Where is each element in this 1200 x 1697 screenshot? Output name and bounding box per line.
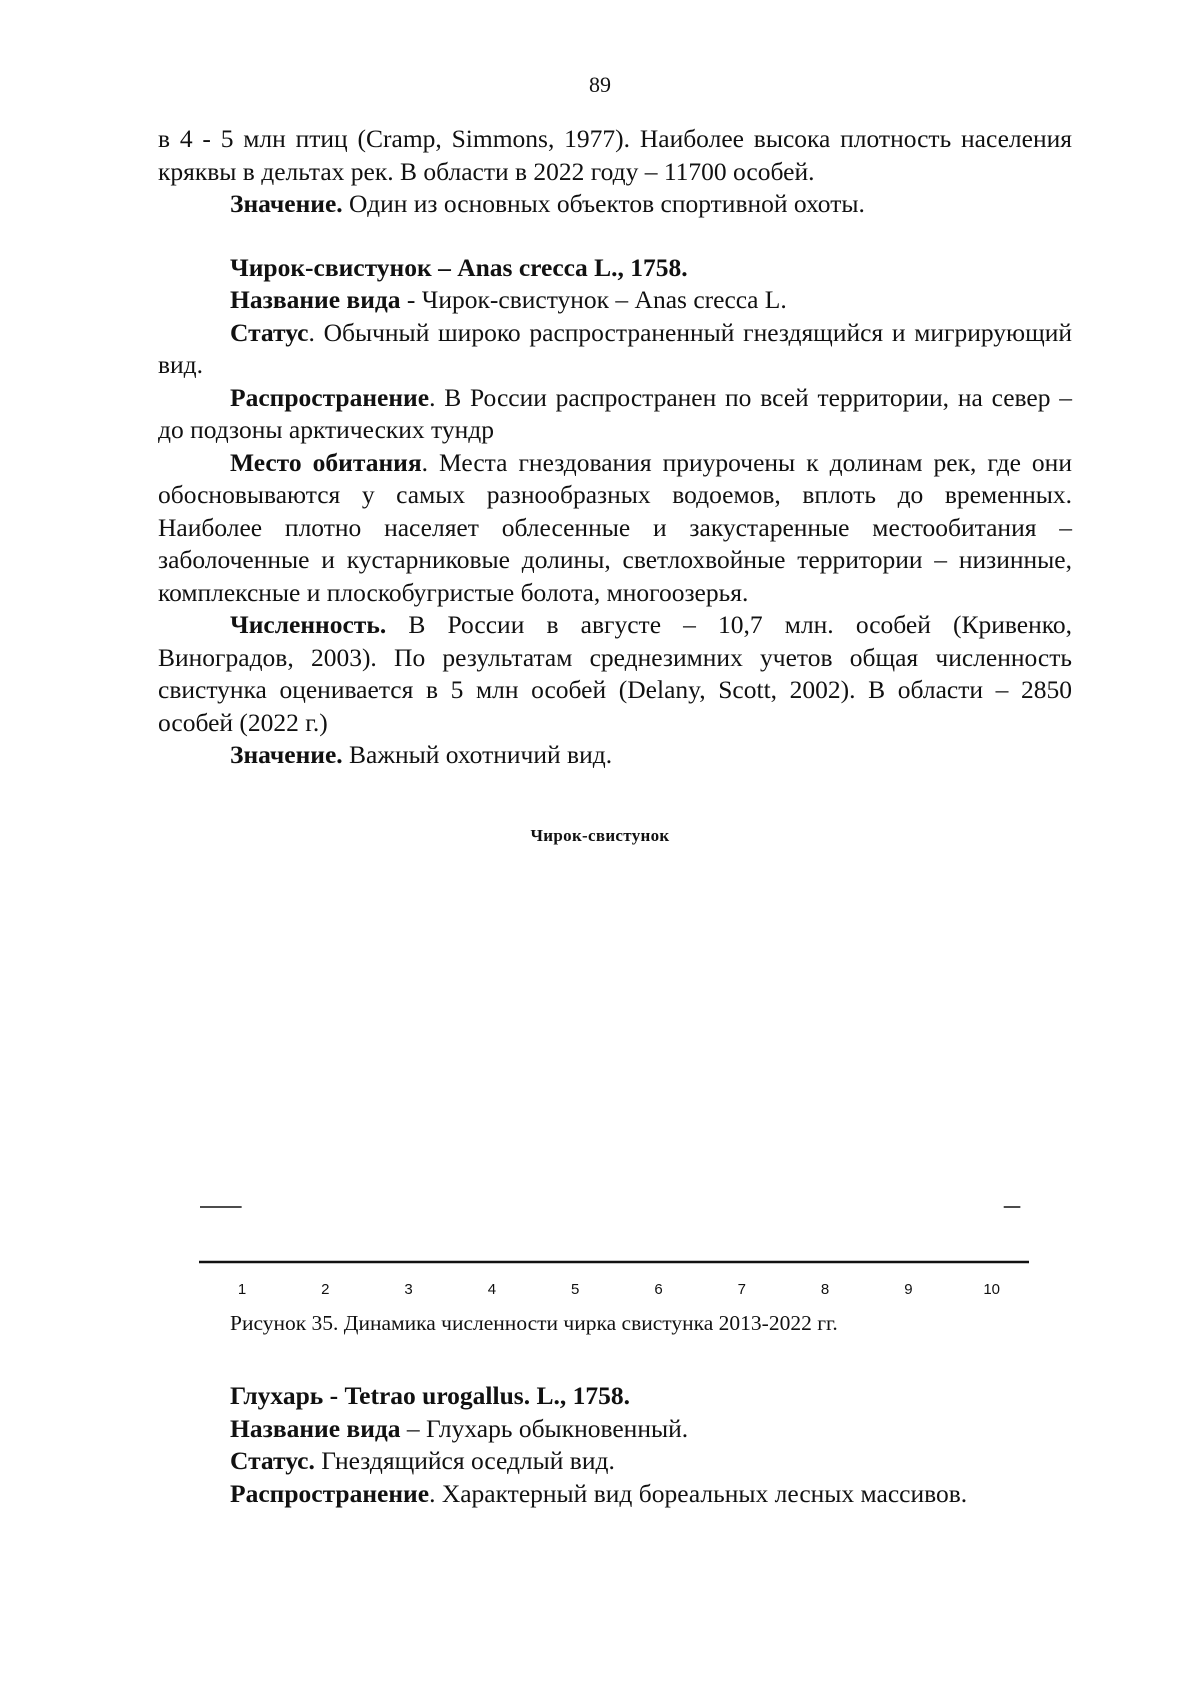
chart-title: Чирок-свистунок	[530, 826, 670, 845]
capercaillie-species-name-label: Название вида	[230, 1413, 401, 1443]
teal-value-label: Значение.	[230, 740, 343, 769]
x-tick-label-2: 2	[321, 1281, 330, 1298]
teal-heading: Чирок-свистунок – Anas crecca L., 1758.	[230, 252, 688, 282]
teal-distribution-label: Распространение	[230, 382, 430, 412]
capercaillie-text-block	[158, 1380, 1072, 1510]
teal-species-name-label: Название вида	[230, 285, 401, 314]
continued-paragraph: в 4 - 5 млн птиц (Cramp, Simmons, 1977). Наиболее высока плотность населения кряквы в дельтах рек. В области в 2022 году – 11700 особей.	[158, 124, 1072, 186]
capercaillie-distribution-label: Распространение	[230, 1478, 430, 1508]
capercaillie-status-label: Статус.	[230, 1446, 315, 1475]
x-tick-labels	[238, 1281, 1000, 1298]
teal-habitat-label: Место обитания	[230, 447, 422, 477]
x-tick-label-1: 1	[237, 1281, 247, 1298]
mallard-value-text: Один из основных объектов спортивной охоты.	[342, 189, 865, 218]
teal-habitat-text: . Места гнездования приурочены к долинам рек, где они обосновываются у самых разнообразных водоемов, вплоть до временных. Наиболее плотно населяет облесенные и закустаренные местообитания – заболоченные и кустарниковые долины, светлохвойные территории – низинные, комплексные и плоскобугристые болота, многоозерья.	[158, 447, 1072, 607]
teal-abundance-text: В России в августе – 10,7 млн. особей (Кривенко, Виноградов, 2003). По результатам среднезимних учетов общая численность свистунка оценивается в 5 млн особей (Delany, Scott, 2002). В области – 2850 особей (2022 г.)	[158, 610, 1072, 737]
capercaillie-species-name-paragraph	[158, 1413, 1072, 1446]
capercaillie-distribution-paragraph	[158, 1478, 1072, 1511]
x-tick-label-5: 5	[571, 1281, 580, 1298]
capercaillie-species-name-text: – Глухарь обыкновенный.	[400, 1413, 689, 1443]
capercaillie-heading: Глухарь - Tetrao urogallus. L., 1758.	[230, 1381, 630, 1410]
x-tick-label-3: 3	[404, 1281, 413, 1298]
x-tick-label-4: 4	[487, 1281, 497, 1298]
x-tick-label-9: 9	[904, 1281, 913, 1298]
x-tick-label-6: 6	[654, 1281, 663, 1298]
page-number: 89	[589, 72, 611, 97]
capercaillie-distribution-text: . Характерный вид бореальных лесных массивов.	[429, 1478, 968, 1508]
figure-caption: Рисунок 35. Динамика численности чирка свистунка 2013-2022 гг.	[230, 1311, 838, 1335]
capercaillie-status-text: Гнездящийся оседлый вид.	[314, 1446, 615, 1475]
teal-status-label: Статус	[230, 317, 309, 347]
x-tick-label-7: 7	[737, 1281, 746, 1298]
x-tick-label-8: 8	[820, 1281, 830, 1298]
teal-status-text: . Обычный широко распространенный гнездящийся и мигрирующий вид.	[158, 317, 1072, 379]
mallard-value-label: Значение.	[230, 189, 343, 218]
teal-species-name-text: - Чирок-свистунок – Anas crecca L.	[400, 285, 787, 314]
teal-abundance-label: Численность.	[230, 610, 387, 639]
x-tick-label-10: 10	[983, 1281, 1001, 1298]
teal-value-text: Важный охотничий вид.	[342, 740, 613, 769]
teal-distribution-text: . В России распространен по всей территории, на север – до подзоны арктических тундр	[158, 382, 1072, 444]
capercaillie-status-paragraph	[158, 1445, 1072, 1478]
